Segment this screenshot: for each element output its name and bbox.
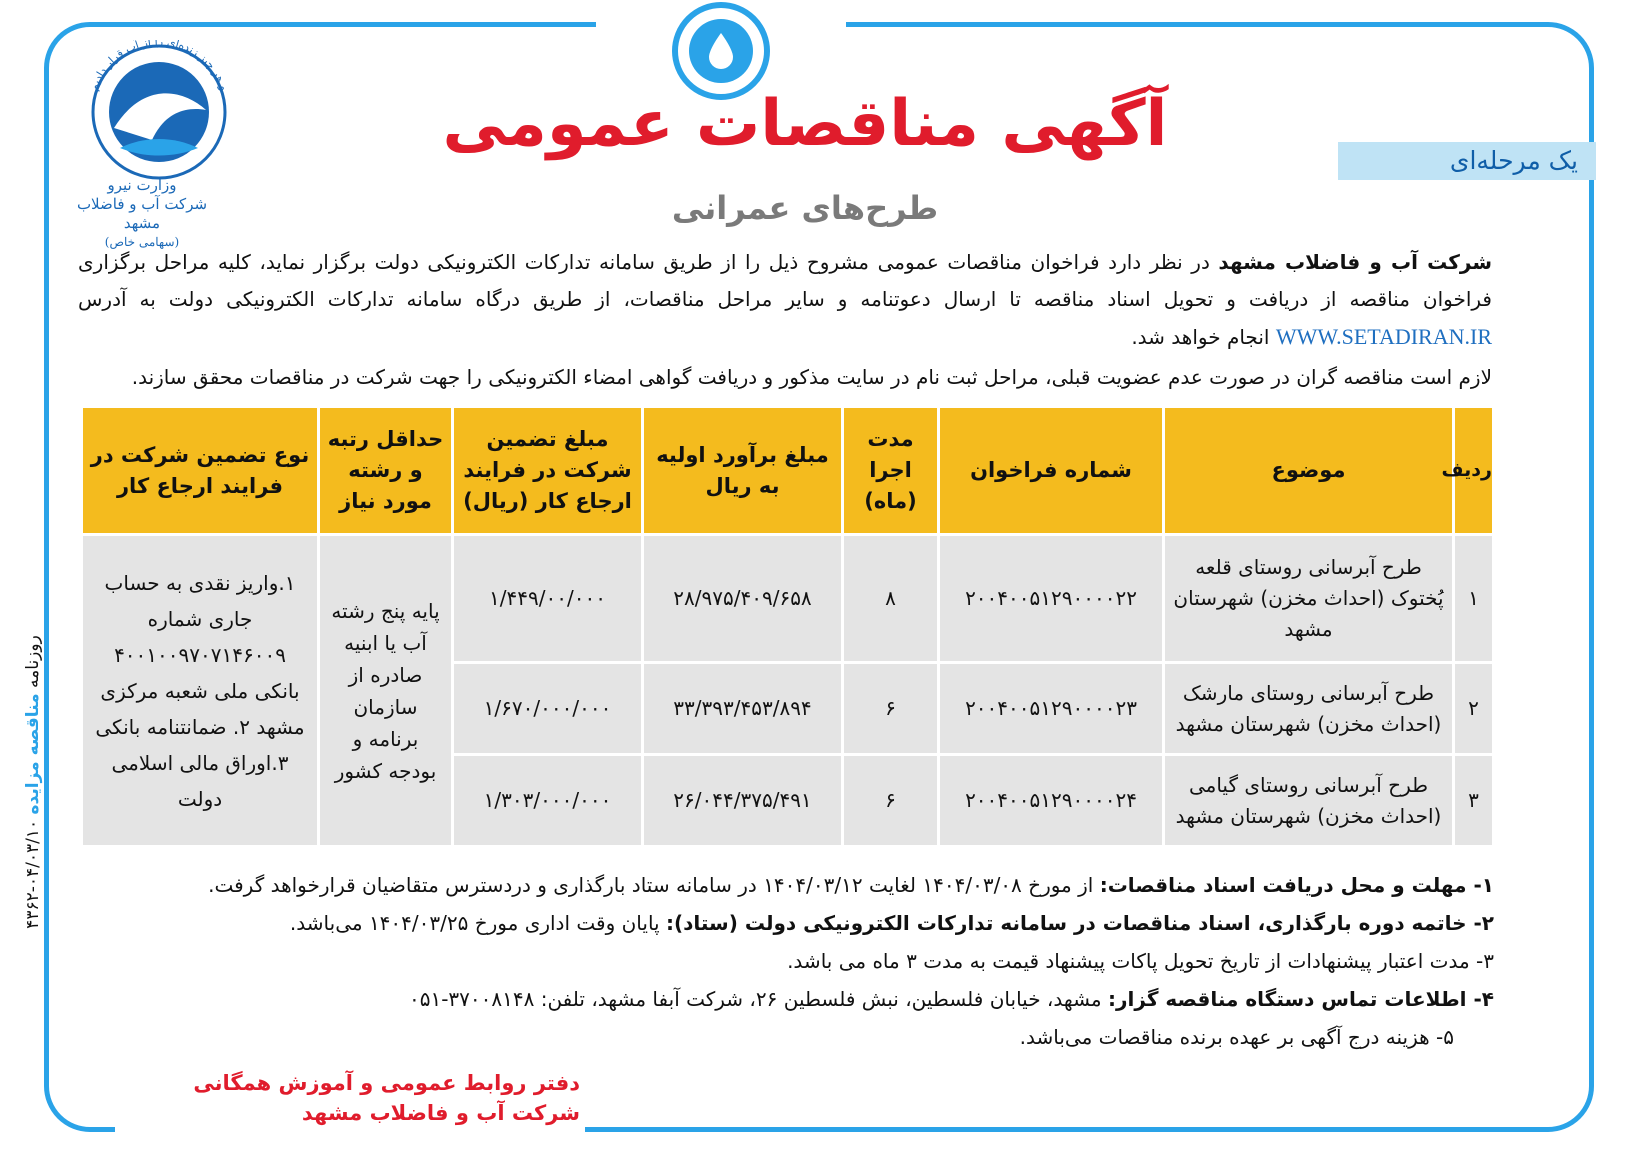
registration-note: لازم است مناقصه گران در صورت عدم عضویت قبلی، مراحل ثبت نام در سایت مذکور و دریافت گواهی امضاء الکترونیکی را جهت شرکت در مناقصات محقق سازند. xyxy=(131,365,1492,389)
condition-label: ۱- مهلت و محل دریافت اسناد مناقصات: xyxy=(1099,873,1494,897)
logo-ministry: وزارت نیرو xyxy=(107,176,177,194)
intro-tail: انجام خواهد شد. xyxy=(1131,325,1276,349)
cell-estimate: ۳۳/۳۹۳/۴۵۳/۸۹۴ xyxy=(643,663,843,755)
table-header-row xyxy=(82,407,1494,535)
condition-text: مشهد، خیابان فلسطین، نبش فلسطین ۲۶، شرکت آبفا مشهد، تلفن: ۳۷۰۰۸۱۴۸-۰۵۱ xyxy=(408,987,1109,1011)
intro-paragraph xyxy=(78,244,1492,356)
cell-subject: طرح آبرسانی روستای قلعه پُختوک (احداث مخزن) شهرستان مشهد xyxy=(1164,535,1454,663)
water-drop-icon xyxy=(689,19,753,83)
cell-guarantee: ۱/۴۴۹/۰۰/۰۰۰ xyxy=(453,535,643,663)
cell-guarantee: ۱/۳۰۳/۰۰۰/۰۰۰ xyxy=(453,755,643,847)
cell-estimate: ۲۸/۹۷۵/۴۰۹/۶۵۸ xyxy=(643,535,843,663)
tenders-table xyxy=(80,405,1495,848)
setad-link[interactable]: WWW.SETADIRAN.IR xyxy=(1275,324,1492,349)
page-title: آگهی مناقصات عمومی xyxy=(442,87,1168,161)
company-name: شرکت آب و فاضلاب مشهد xyxy=(1218,250,1492,274)
header-guarantee-type: نوع تضمین شرکت در فرایند ارجاع کار xyxy=(82,407,319,535)
newspaper-label: روزنامه xyxy=(23,635,43,688)
condition-item xyxy=(160,866,1494,904)
cell-subject: طرح آبرسانی روستای مارشک (احداث مخزن) شهرستان مشهد xyxy=(1164,663,1454,755)
condition-text: از مورخ ۱۴۰۴/۰۳/۰۸ لغایت ۱۴۰۴/۰۳/۱۲ در سامانه ستاد بارگذاری و دردسترس متقاضیان قرارخواهد گرفت. xyxy=(208,873,1100,897)
cell-guarantee-type: ۱.واریز نقدی به حساب جاری شماره ۴۰۰۱۰۰۹۷۰۷۱۴۶۰۰۹ بانکی ملی شعبه مرکزی مشهد ۲. ضمانتنامه بانکی ۳.اوراق مالی اسلامی دولت xyxy=(82,535,319,847)
condition-item xyxy=(160,980,1494,1018)
condition-text: پایان وقت اداری مورخ ۱۴۰۴/۰۳/۲۵ می‌باشد. xyxy=(289,911,666,935)
cell-call-number: ۲۰۰۴۰۰۵۱۲۹۰۰۰۰۲۲ xyxy=(939,535,1164,663)
cell-call-number: ۲۰۰۴۰۰۵۱۲۹۰۰۰۰۲۴ xyxy=(939,755,1164,847)
newspaper-issue: ۰۴/۰۳/۱۰-۴۳۶۲ xyxy=(23,819,43,929)
logo-company-type: (سهامی خاص) xyxy=(104,235,180,249)
logo-company: شرکت آب و فاضلاب مشهد xyxy=(76,195,208,232)
condition-item xyxy=(160,1018,1494,1056)
cell-duration: ۶ xyxy=(843,755,939,847)
cell-guarantee: ۱/۶۷۰/۰۰۰/۰۰۰ xyxy=(453,663,643,755)
header-row-number: ردیف xyxy=(1454,407,1494,535)
header-rank: حداقل رتبه و رشته مورد نیاز xyxy=(319,407,453,535)
newspaper-credit xyxy=(21,627,45,937)
cell-estimate: ۲۶/۰۴۴/۳۷۵/۴۹۱ xyxy=(643,755,843,847)
logo-caption xyxy=(62,176,222,252)
cell-row-number: ۲ xyxy=(1454,663,1494,755)
logo-ring-text: و هر چیز زنده‌ای را از آب قرار دادیم xyxy=(87,40,231,93)
page-subtitle: طرح‌های عمرانی xyxy=(671,189,939,227)
cell-duration: ۸ xyxy=(843,535,939,663)
header-subject: موضوع xyxy=(1164,407,1454,535)
cell-row-number: ۳ xyxy=(1454,755,1494,847)
cell-row-number: ۱ xyxy=(1454,535,1494,663)
condition-item xyxy=(160,942,1494,980)
intro-text: در نظر دارد فراخوان مناقصات عمومی مشروح ذیل را از طریق سامانه تدارکات الکترونیکی دولت برگزار نماید، کلیه مراحل برگزاری فراخوان مناقصه از دریافت و تحویل اسناد مناقصه تا ارسال دعوتنامه و سایر مراحل مناقصات، از طریق درگاه سامانه تدارکات الکترونیکی دولت به آدرس xyxy=(78,250,1492,311)
table-row xyxy=(82,535,1494,663)
header-duration: مدت اجرا (ماه) xyxy=(843,407,939,535)
stage-badge: یک مرحله‌ای xyxy=(1338,142,1596,180)
conditions-list xyxy=(160,866,1494,1056)
cell-call-number: ۲۰۰۴۰۰۵۱۲۹۰۰۰۰۲۳ xyxy=(939,663,1164,755)
cell-subject: طرح آبرسانی روستای گیامی (احداث مخزن) شهرستان مشهد xyxy=(1164,755,1454,847)
condition-text: ۳- مدت اعتبار پیشنهادات از تاریخ تحویل پاکات پیشنهاد قیمت به مدت ۳ ماه می باشد. xyxy=(787,949,1494,973)
cell-rank: پایه پنج رشته آب یا ابنیه صادره از سازمان برنامه و بودجه کشور xyxy=(319,535,453,847)
newspaper-brand: مناقصه مزایده xyxy=(23,693,43,815)
footer-office: دفتر روابط عمومی و آموزش همگانی شرکت آب و فاضلاب مشهد xyxy=(193,1071,580,1125)
condition-item xyxy=(160,904,1494,942)
condition-text: ۵- هزینه درج آگهی بر عهده برنده مناقصات می‌باشد. xyxy=(1019,1025,1454,1049)
condition-label: ۴- اطلاعات تماس دستگاه مناقصه گزار: xyxy=(1108,987,1494,1011)
header-guarantee: مبلغ تضمین شرکت در فرایند ارجاع کار (ریال) xyxy=(453,407,643,535)
header-call-number: شماره فراخوان xyxy=(939,407,1164,535)
condition-label: ۲- خاتمه دوره بارگذاری، اسناد مناقصات در سامانه تدارکات الکترونیکی دولت (ستاد): xyxy=(665,911,1494,935)
cell-duration: ۶ xyxy=(843,663,939,755)
header-estimate: مبلغ برآورد اولیه به ریال xyxy=(643,407,843,535)
newspaper-sidebar xyxy=(8,620,50,950)
